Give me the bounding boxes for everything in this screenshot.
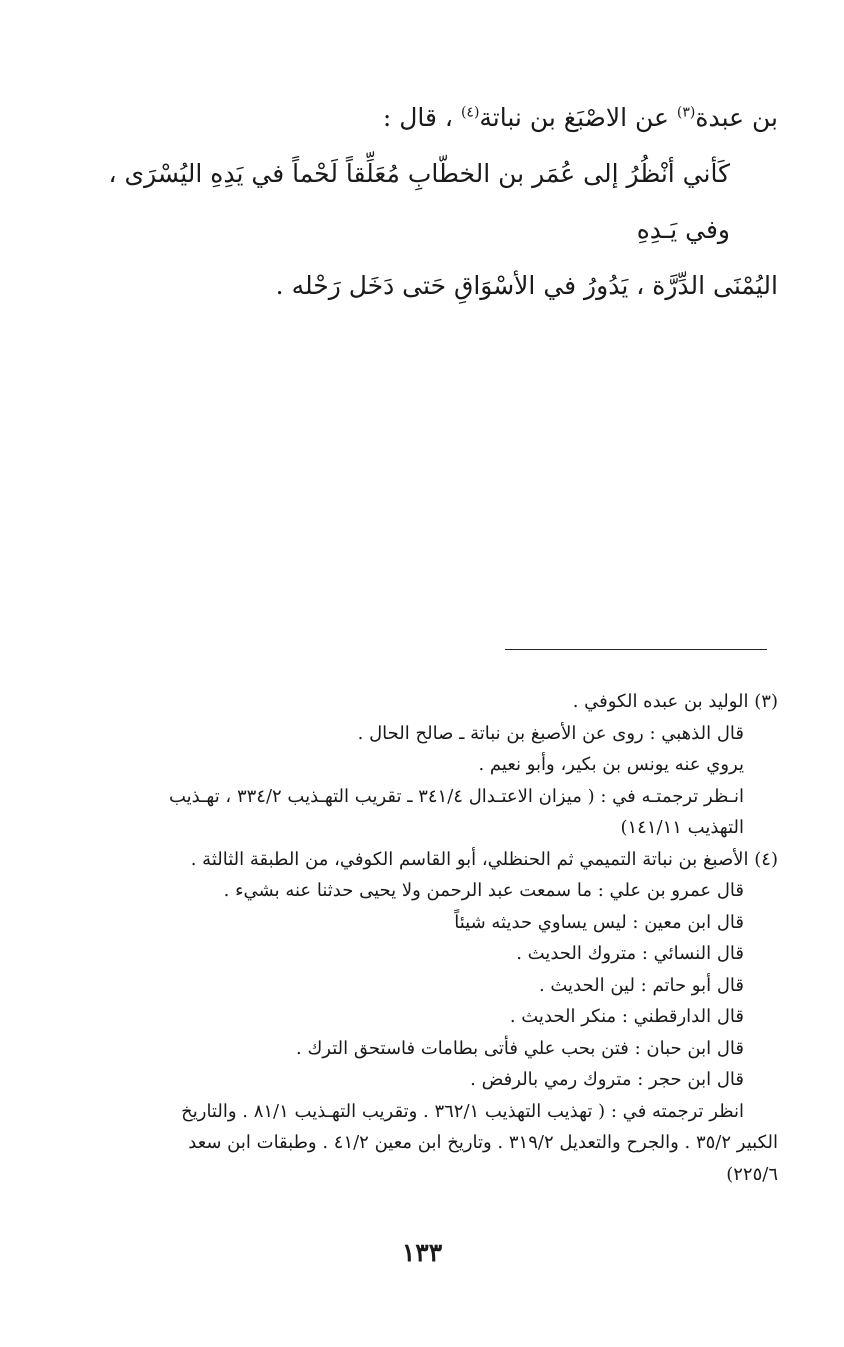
footnote-line: قال ابن معين : ليس يساوي حديثه شيئاً [454,911,744,933]
footnote-line: قال ابن حبان : فتن بحب علي فأتى بطامات فاستحق الترك . [296,1037,744,1059]
footnote-ref-4: (٤) [460,104,480,121]
footnote-line: الكبير ٣٥/٢ . والجرح والتعديل ٣١٩/٢ . وتاريخ ابن معين ٤١/٢ . وطبقات ابن سعد [188,1132,778,1153]
quote-line-1: كَأني أنْظُرُ إلى عُمَر بن الخطّابِ مُعَلِّقاً لَحْماً في يَدِهِ اليُسْرَى ، وفي يَـدِهِ [108,159,730,244]
footnotes [72,686,778,1190]
page-number: ١٣٣ [401,1238,443,1267]
text-segment: بن عبدة [695,103,778,132]
footnote-line: يروي عنه يونس بن بكير، وأبو نعيم . [478,754,744,775]
text-segment: عن الاصْبَغ بن نباتة [479,103,677,132]
footnote-line: التهذيب ١٤١/١١) [620,817,744,838]
footnote-line: انـظر ترجمتـه في : ( ميزان الاعتـدال ٣٤١/٤ ـ تقريب التهـذيب ٣٣٤/٢ ، تهـذيب [168,785,744,807]
footnote-line: انظر ترجمته في : ( تهذيب التهذيب ٣٦٢/١ . وتقريب التهـذيب ٨١/١ . والتاريخ [181,1100,744,1122]
footnote-line: (٤) الأصبغ بن نباتة التميمي ثم الحنظلي، أبو القاسم الكوفي، من الطبقة الثالثة . [190,848,778,870]
footnote-line: قال الدارقطني : منكر الحديث . [509,1006,744,1027]
footnote-line: قال عمرو بن علي : ما سمعت عبد الرحمن ولا يحيى حدثنا عنه بشيء . [223,880,744,901]
main-line-1 [72,90,778,146]
footnote-3 [72,686,778,844]
quote-line-2: اليُمْنَى الدِّرَّة ، يَدُورُ في الأسْوَاقِ حَتى دَخَل رَحْله . [275,271,778,300]
footnote-line: قال ابن حجر : متروك رمي بالرفض . [470,1069,744,1090]
footnote-line: قال النسائي : متروك الحديث . [516,943,744,964]
footnote-4 [72,844,778,1191]
text-segment: ، قال : [382,103,461,132]
footnote-line: ٢٢٥/٦) [726,1163,778,1185]
main-text [72,90,778,314]
footnote-line: (٣) الوليد بن عبده الكوفي . [572,691,778,712]
footnote-line: قال الذهبي : روى عن الأصبغ بن نباتة ـ صالح الحال . [357,722,744,744]
footnote-line: قال أبو حاتم : لين الحديث . [538,974,744,996]
footnote-separator [505,649,767,650]
footnote-ref-3: (٣) [676,104,696,121]
